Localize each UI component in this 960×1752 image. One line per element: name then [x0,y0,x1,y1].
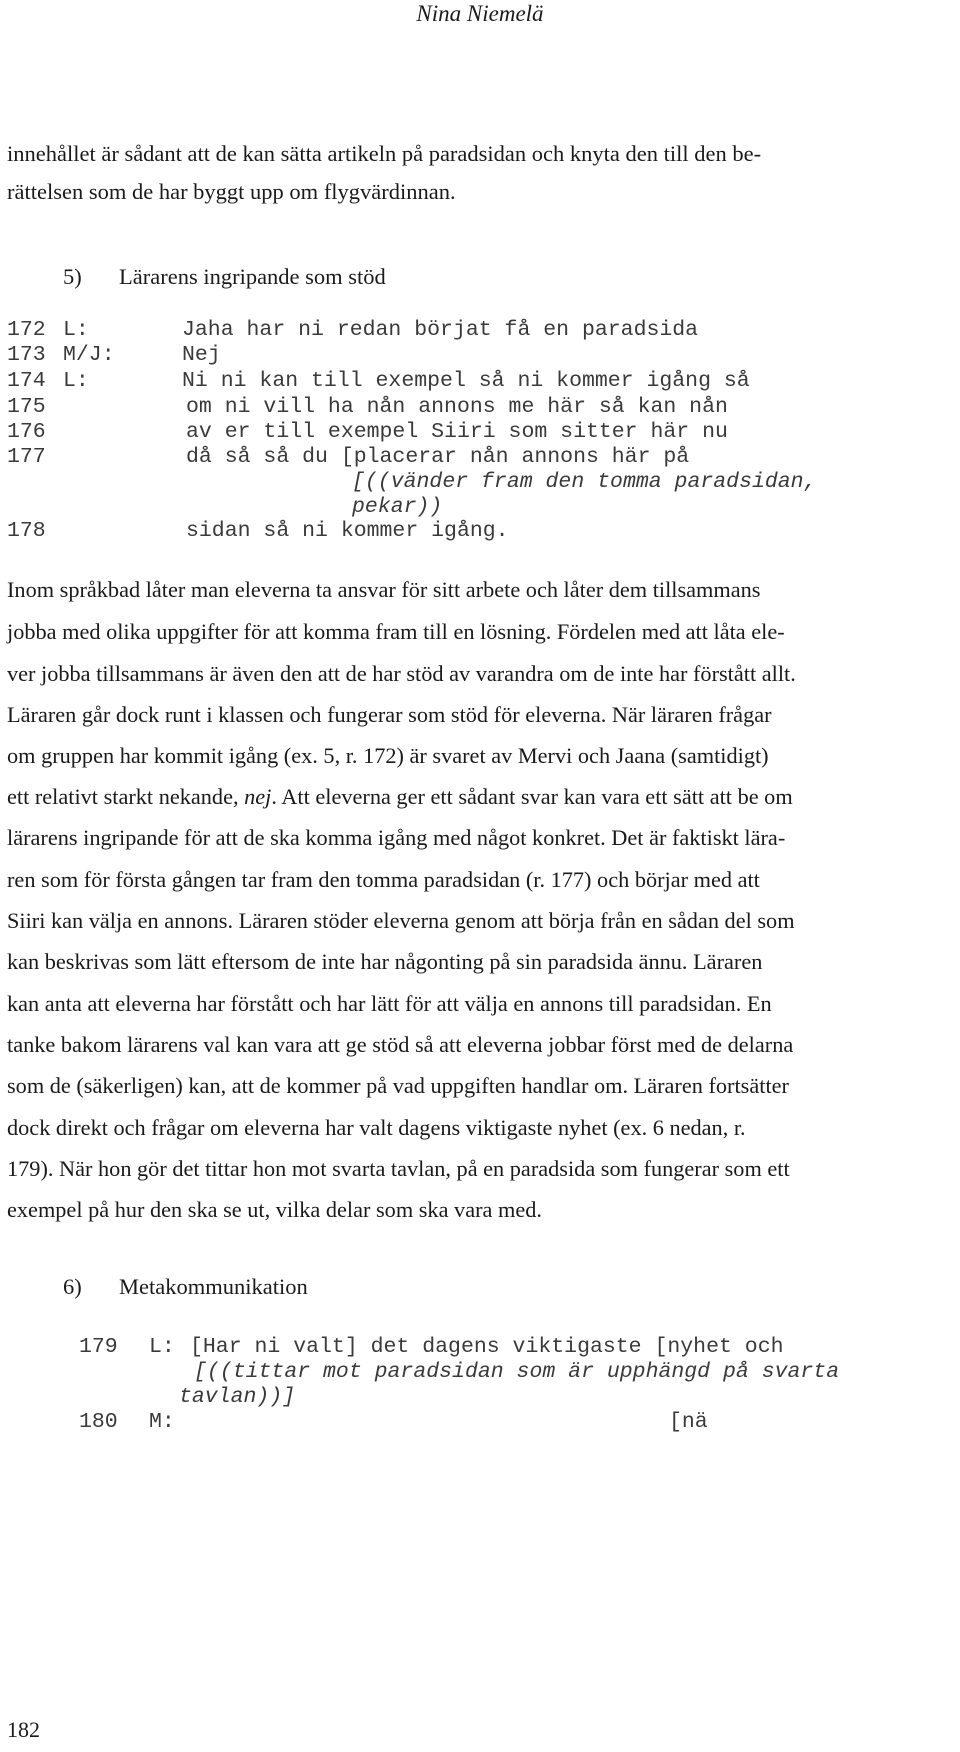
transcript-utterance: [Har ni valt] det dagens viktigaste [nyhet och [190,1335,784,1359]
transcript-utterance: Nej [182,343,221,367]
transcript-annotation: [((tittar mot paradsidan som är upphängd på svarta [194,1360,840,1384]
paragraph-line: Inom språkbad låter man eleverna ta ansvar för sitt arbete och låter dem tillsammans [7,577,761,602]
transcript-line-number: 178 [7,519,46,543]
intro-line: rättelsen som de har byggt upp om flygvärdinnan. [7,179,456,204]
paragraph-line: ver jobba tillsammans är även den att de har stöd av varandra om de inte har förstått allt. [7,661,796,686]
transcript-line-number: 176 [7,420,46,444]
example-6-number: 6) [63,1274,82,1299]
page-number: 182 [7,1717,40,1742]
transcript-speaker: M: [149,1410,175,1434]
transcript-annotation: pekar)) [352,495,443,519]
paragraph-line: kan beskrivas som lätt eftersom de inte har någonting på sin paradsida ännu. Läraren [7,949,763,974]
paragraph-line: 179). När hon gör det tittar hon mot svarta tavlan, på en paradsida som fungerar som ett [7,1156,790,1181]
transcript-utterance: Jaha har ni redan börjat få en paradsida [182,318,699,342]
transcript-line-number: 179 [79,1335,118,1359]
transcript-utterance: Ni ni kan till exempel så ni kommer igång så [182,369,750,393]
transcript-speaker: L: [63,318,89,342]
transcript-utterance: av er till exempel Siiri som sitter här nu [186,420,728,444]
paragraph-line: exempel på hur den ska se ut, vilka delar som ska vara med. [7,1197,542,1222]
emphasis-nej: nej [244,784,272,809]
transcript-annotation: [((vänder fram den tomma paradsidan, [352,470,817,494]
transcript-line-number: 177 [7,445,46,469]
transcript-utterance: om ni vill ha nån annons me här så kan nån [186,395,728,419]
paragraph-line-segment: ett relativt starkt nekande, nej. Att eleverna ger ett sådant svar kan vara ett sätt att be om [7,784,793,809]
paragraph-line: tanke bakom lärarens val kan vara att ge stöd så att eleverna jobbar först med de delarna [7,1032,794,1057]
transcript-speaker: L: [63,369,89,393]
paragraph-line: Siiri kan välja en annons. Läraren stöder eleverna genom att börja från en sådan del som [7,908,795,933]
paragraph-line: kan anta att eleverna har förstått och har lätt för att välja en annons till paradsidan. En [7,991,772,1016]
paragraph-line: ren som för första gången tar fram den tomma paradsidan (r. 177) och börjar med att [7,867,760,892]
paragraph-line: lärarens ingripande för att de ska komma igång med något konkret. Det är faktiskt lära- [7,825,786,850]
paragraph-line: om gruppen har kommit igång (ex. 5, r. 172) är svaret av Mervi och Jaana (samtidigt) [7,743,769,768]
paragraph-line [7,783,793,811]
transcript-utterance: [nä [669,1410,708,1434]
paragraph-line: som de (säkerligen) kan, att de kommer på vad uppgiften handlar om. Läraren fortsätter [7,1073,789,1098]
paragraph-line: jobba med olika uppgifter för att komma fram till en lösning. Fördelen med att låta ele- [7,619,785,644]
transcript-utterance: då så så du [placerar nån annons här på [186,445,690,469]
example-5-heading: Lärarens ingripande som stöd [119,264,386,289]
running-header: Nina Niemelä [416,1,544,26]
transcript-line-number: 173 [7,343,46,367]
paragraph-line: Läraren går dock runt i klassen och fungerar som stöd för eleverna. När läraren frågar [7,702,772,727]
example-5-number: 5) [63,264,82,289]
transcript-annotation: tavlan))] [179,1385,296,1409]
transcript-line-number: 172 [7,318,46,342]
transcript-line-number: 175 [7,395,46,419]
transcript-utterance: sidan så ni kommer igång. [186,519,509,543]
intro-line: innehållet är sådant att de kan sätta artikeln på paradsidan och knyta den till den be- [7,141,762,166]
transcript-speaker: M/J: [63,343,115,367]
transcript-speaker: L: [149,1335,175,1359]
transcript-line-number: 174 [7,369,46,393]
paragraph-line: dock direkt och frågar om eleverna har valt dagens viktigaste nyhet (ex. 6 nedan, r. [7,1115,746,1140]
example-6-heading: Metakommunikation [119,1274,308,1299]
transcript-line-number: 180 [79,1410,118,1434]
